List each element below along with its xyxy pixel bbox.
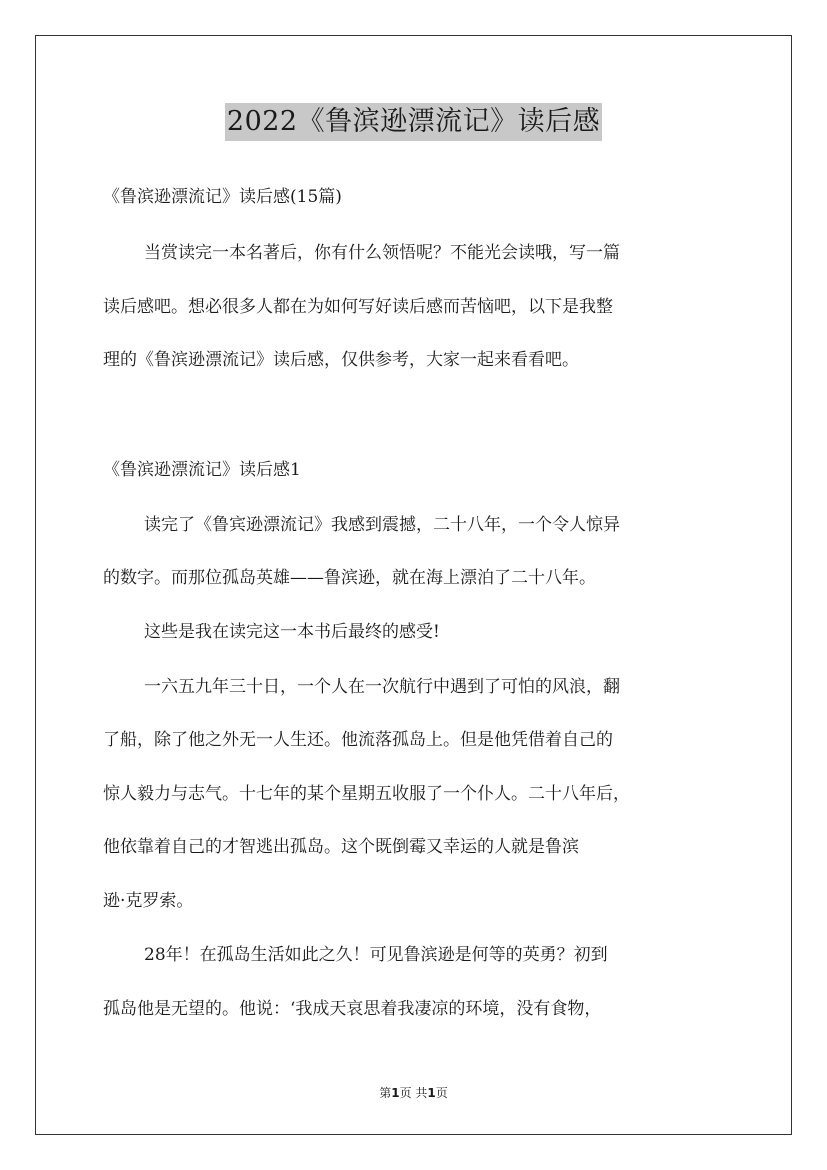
body-line: 逊·克罗索。 [103,891,194,911]
body-line: 惊人毅力与志气。十七年的某个星期五收服了一个仆人。二十八年后， [103,784,630,804]
body-line: 他依靠着自己的才智逃出孤岛。这个既倒霉又幸运的人就是鲁滨 [103,837,579,857]
body-line: 的数字。而那位孤岛英雄——鲁滨逊，就在海上漂泊了二十八年。 [103,568,596,588]
page-footer [0,1084,827,1101]
document-subtitle: 《鲁滨逊漂流记》读后感(15篇) [103,187,342,207]
footer-suffix: 页 [435,1086,448,1100]
section-heading: 《鲁滨逊漂流记》读后感1 [103,460,301,480]
body-line: 读完了《鲁宾逊漂流记》我感到震撼，二十八年，一个令人惊异 [144,515,620,535]
document-title: 2022《鲁滨逊漂流记》读后感 [225,103,602,141]
intro-line: 当赏读完一本名著后，你有什么领悟呢？不能光会读哦，写一篇 [144,243,620,263]
body-line: 28年！在孤岛生活如此之久！可见鲁滨逊是何等的英勇？初到 [144,945,608,965]
footer-mid: 页 共 [399,1086,428,1100]
body-line: 一六五九年三十日，一个人在一次航行中遇到了可怕的风浪，翻 [144,677,620,697]
footer-page-total: 1 [427,1086,436,1100]
intro-line: 理的《鲁滨逊漂流记》读后感，仅供参考，大家一起来看看吧。 [103,350,579,370]
body-line: 孤岛他是无望的。他说：‘我成天哀思着我凄凉的环境，没有食物， [103,999,602,1019]
body-line: 这些是我在读完这一本书后最终的感受! [144,622,440,642]
footer-page-current: 1 [391,1086,400,1100]
intro-line: 读后感吧。想必很多人都在为如何写好读后感而苦恼吧，以下是我整 [103,297,613,317]
body-line: 了船，除了他之外无一人生还。他流落孤岛上。但是他凭借着自己的 [103,730,613,750]
footer-prefix: 第 [379,1086,392,1100]
